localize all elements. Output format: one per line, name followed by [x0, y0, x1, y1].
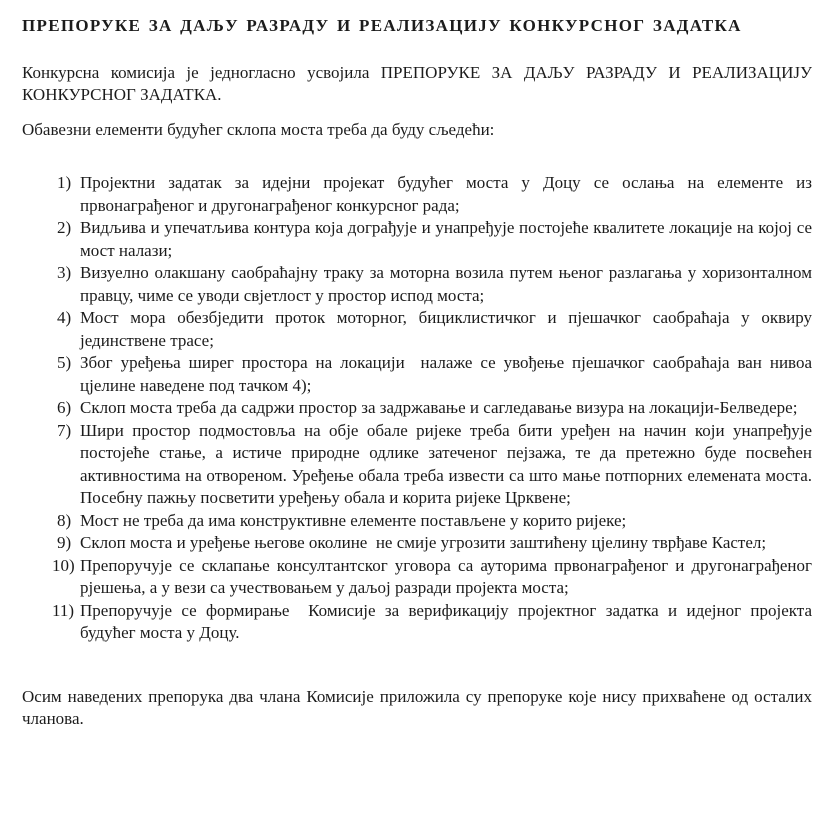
list-item-number: 5) — [57, 353, 72, 372]
list-item-text: Мост мора обезбједити проток моторног, бициклистичког и пјешачког саобраћаја у оквиру јединствене трасе; — [80, 308, 817, 350]
list-item-number: 9) — [57, 533, 72, 552]
list-item — [22, 397, 812, 420]
closing-paragraph: Осим наведених препорука два члана Комисије приложила су препоруке које нису прихваћене од осталих чланова. — [22, 686, 817, 728]
document-title: ПРЕПОРУКЕ ЗА ДАЉУ РАЗРАДУ И РЕАЛИЗАЦИЈУ КОНКУРСНОГ ЗАДАТКА — [22, 16, 742, 35]
list-item — [22, 307, 817, 352]
list-item-number: 6) — [57, 398, 72, 417]
list-item-number: 11) — [52, 600, 75, 620]
list-item-text: Склоп моста треба да садржи простор за задржавање и сагледавање визура на локацији-Белведере; — [80, 398, 798, 417]
list-item — [22, 532, 812, 555]
list-item-text: Препоручује се формирање Комисије за верификацију пројектног задатка и идејног пројекта будућег моста у Доцу. — [80, 600, 817, 642]
list-item — [22, 510, 812, 533]
list-item-text: Склоп моста и уређење његове околине не смије угрозити заштићену цјелину тврђаве Кастел; — [80, 533, 767, 552]
list-item-text: Шири простор подмостовља на обје обале ријеке треба бити уређен на начин који унапређује постојеће стање, а истиче природне одлике затеченог пејзажа, те да претежно буде посвећен активностима на отвореном. Уређење обала треба извести са што мање потпорних елемената моста. Посебну пажњу посветити уређењу обала и корита ријеке Црквене; — [80, 420, 817, 507]
list-item — [22, 420, 817, 510]
list-item-text: Због уређења ширег простора на локацији налаже се увођење пјешачког саобраћаја ван нивоа цјелине наведене под тачком 4); — [80, 353, 817, 395]
list-item-number: 10) — [52, 555, 75, 575]
list-item-number: 8) — [57, 510, 72, 530]
intro-paragraph: Конкурсна комисија је једногласно усвојила ПРЕПОРУКЕ ЗА ДАЉУ РАЗРАДУ И РЕАЛИЗАЦИЈУ КОНКУРСНОГ ЗАДАТКА. — [22, 62, 817, 104]
list-item-text: Мост не треба да има конструктивне елементе постављене у корито ријеке; — [80, 510, 627, 530]
list-item-number: 4) — [57, 308, 72, 327]
list-item-text: Видљива и упечатљива контура која дограђује и унапређује постојеће квалитете локације на којој се мост налази; — [80, 218, 817, 260]
list-item — [22, 217, 817, 262]
list-item-text: Препоручује се склапање консултантског уговора са ауторима првонаграђеног и другонаграђеног рјешења, а у вези са учествовањем у даљој разради пројекта моста; — [80, 555, 817, 597]
list-item-number: 7) — [57, 420, 72, 440]
list-item — [22, 555, 817, 600]
list-item-number: 2) — [57, 218, 72, 237]
list-item-text: Визуелно олакшану саобраћајну траку за моторна возила путем њеног разлагања у хоризонталном правцу, чиме се уводи свјетлост у простор испод моста; — [80, 263, 817, 305]
list-item — [22, 600, 817, 645]
list-item-number: 3) — [57, 263, 72, 282]
list-item-number: 1) — [57, 173, 72, 192]
list-intro-paragraph: Обавезни елементи будућег склопа моста треба да буду сљедећи: — [22, 119, 495, 139]
list-item — [22, 262, 817, 307]
list-item — [22, 172, 817, 217]
list-item — [22, 352, 817, 397]
list-item-text: Пројектни задатак за идејни пројекат будућег моста у Доцу се ослања на елементе из првонаграђеног и другонаграђеног конкурсног рада; — [80, 173, 817, 215]
recommendations-list — [22, 172, 817, 645]
document-page — [0, 15, 834, 833]
